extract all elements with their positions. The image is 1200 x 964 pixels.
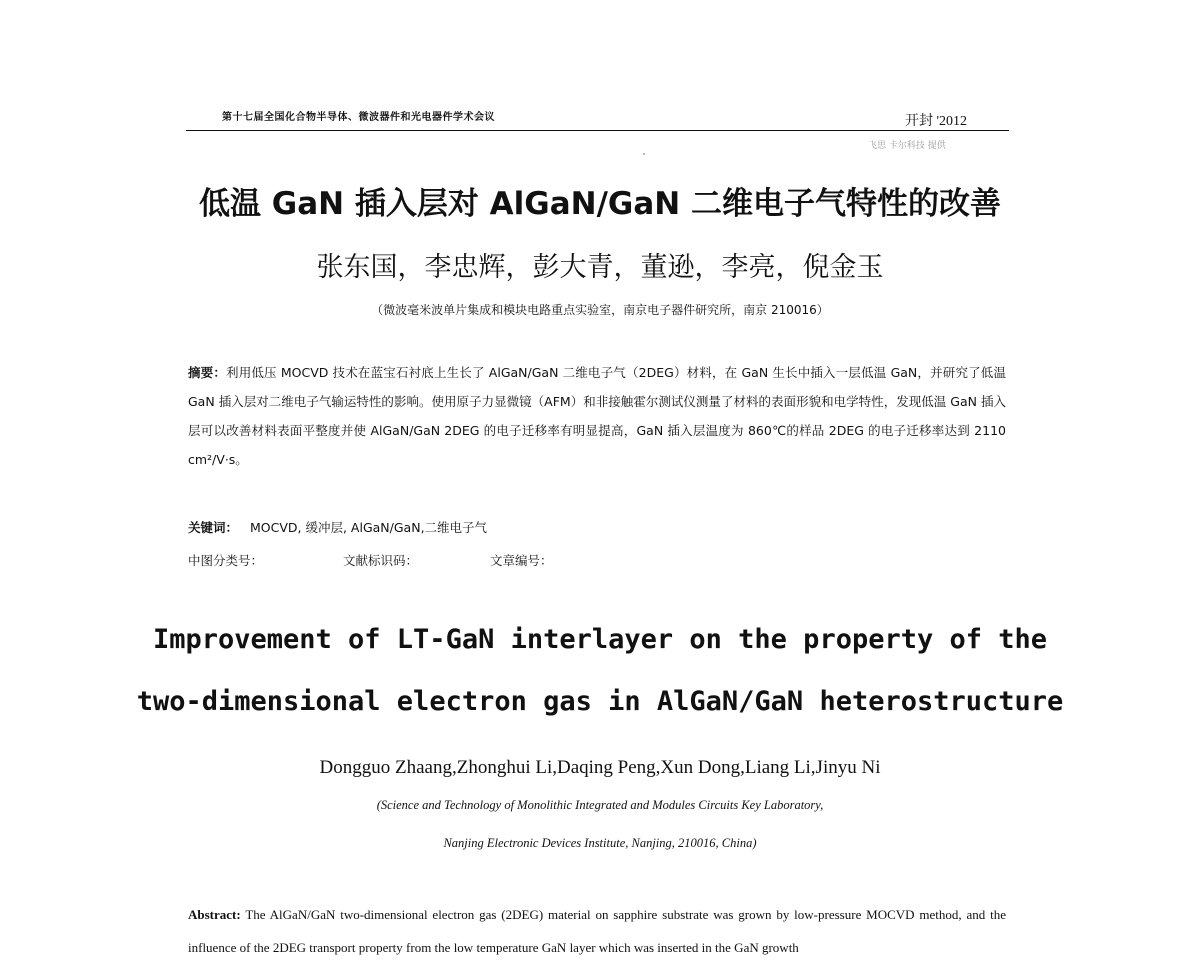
faint-stamp: 飞思 卡尔科技 提供 xyxy=(868,141,946,151)
article-number-label: 文章编号： xyxy=(490,553,553,568)
chinese-keywords xyxy=(188,518,487,536)
chinese-abstract-text: 利用低压 MOCVD 技术在蓝宝石衬底上生长了 AlGaN/GaN 二维电子气（2DEG）材料，在 GaN 生长中插入一层低温 GaN，并研究了低温 GaN 插入层对二维电子气输运特性的影响。使用原子力显微镜（AFM）和非接触霍尔测试仪测量了材料的表面形貌和电学特性，发现低温 GaN 插入层可以改善材料表面平整度并使 AlGaN/GaN 2DEG 的电子迁移率有明显提高，GaN 插入层温度为 860℃的样品 2DEG 的电子迁移率达到 2110 cm²/V·s。 xyxy=(188,365,1006,467)
chinese-title: 低温 GaN 插入层对 AlGaN/GaN 二维电子气特性的改善 xyxy=(198,186,1002,222)
english-title-line2: two-dimensional electron gas in AlGaN/GaN heterostructure xyxy=(136,686,1064,717)
document-code-label: 文献标识码： xyxy=(343,553,419,568)
conference-header: 第十七届全国化合物半导体、微波器件和光电器件学术会议 xyxy=(222,112,495,123)
scan-speck xyxy=(643,153,645,155)
chinese-abstract xyxy=(188,358,1006,474)
english-abstract xyxy=(188,898,1006,964)
english-abstract-text: The AlGaN/GaN two-dimensional electron gas (2DEG) material on sapphire substrate was grown by low-pressure MOCVD method, and the influence of the 2DEG transport property from the low temperature GaN layer which was inserted in the GaN growth xyxy=(188,907,1006,955)
english-affiliation-line2: Nanjing Electronic Devices Institute, Nanjing, 210016, China) xyxy=(443,836,757,850)
english-title-line1: Improvement of LT-GaN interlayer on the property of the xyxy=(152,624,1048,655)
keywords-label: 关键词： xyxy=(188,520,239,535)
english-affiliation-line1: (Science and Technology of Monolithic Integrated and Modules Circuits Key Laboratory, xyxy=(376,798,824,812)
header-rule xyxy=(186,130,1009,131)
class-number-label: 中图分类号： xyxy=(188,553,264,568)
keywords-text: MOCVD, 缓冲层, AlGaN/GaN,二维电子气 xyxy=(250,520,488,535)
chinese-affiliation: （微波毫米波单片集成和模块电路重点实验室，南京电子器件研究所，南京 210016） xyxy=(371,303,829,317)
location-year: 开封 '2012 xyxy=(905,114,968,129)
chinese-authors: 张东国，李忠辉，彭大青，董逊，李亮，倪金玉 xyxy=(316,252,884,283)
chinese-abstract-label: 摘要： xyxy=(188,365,227,380)
english-abstract-label: Abstract: xyxy=(188,907,241,922)
english-authors: Dongguo Zhaang,Zhonghui Li,Daqing Peng,Xun Dong,Liang Li,Jinyu Ni xyxy=(319,757,881,778)
